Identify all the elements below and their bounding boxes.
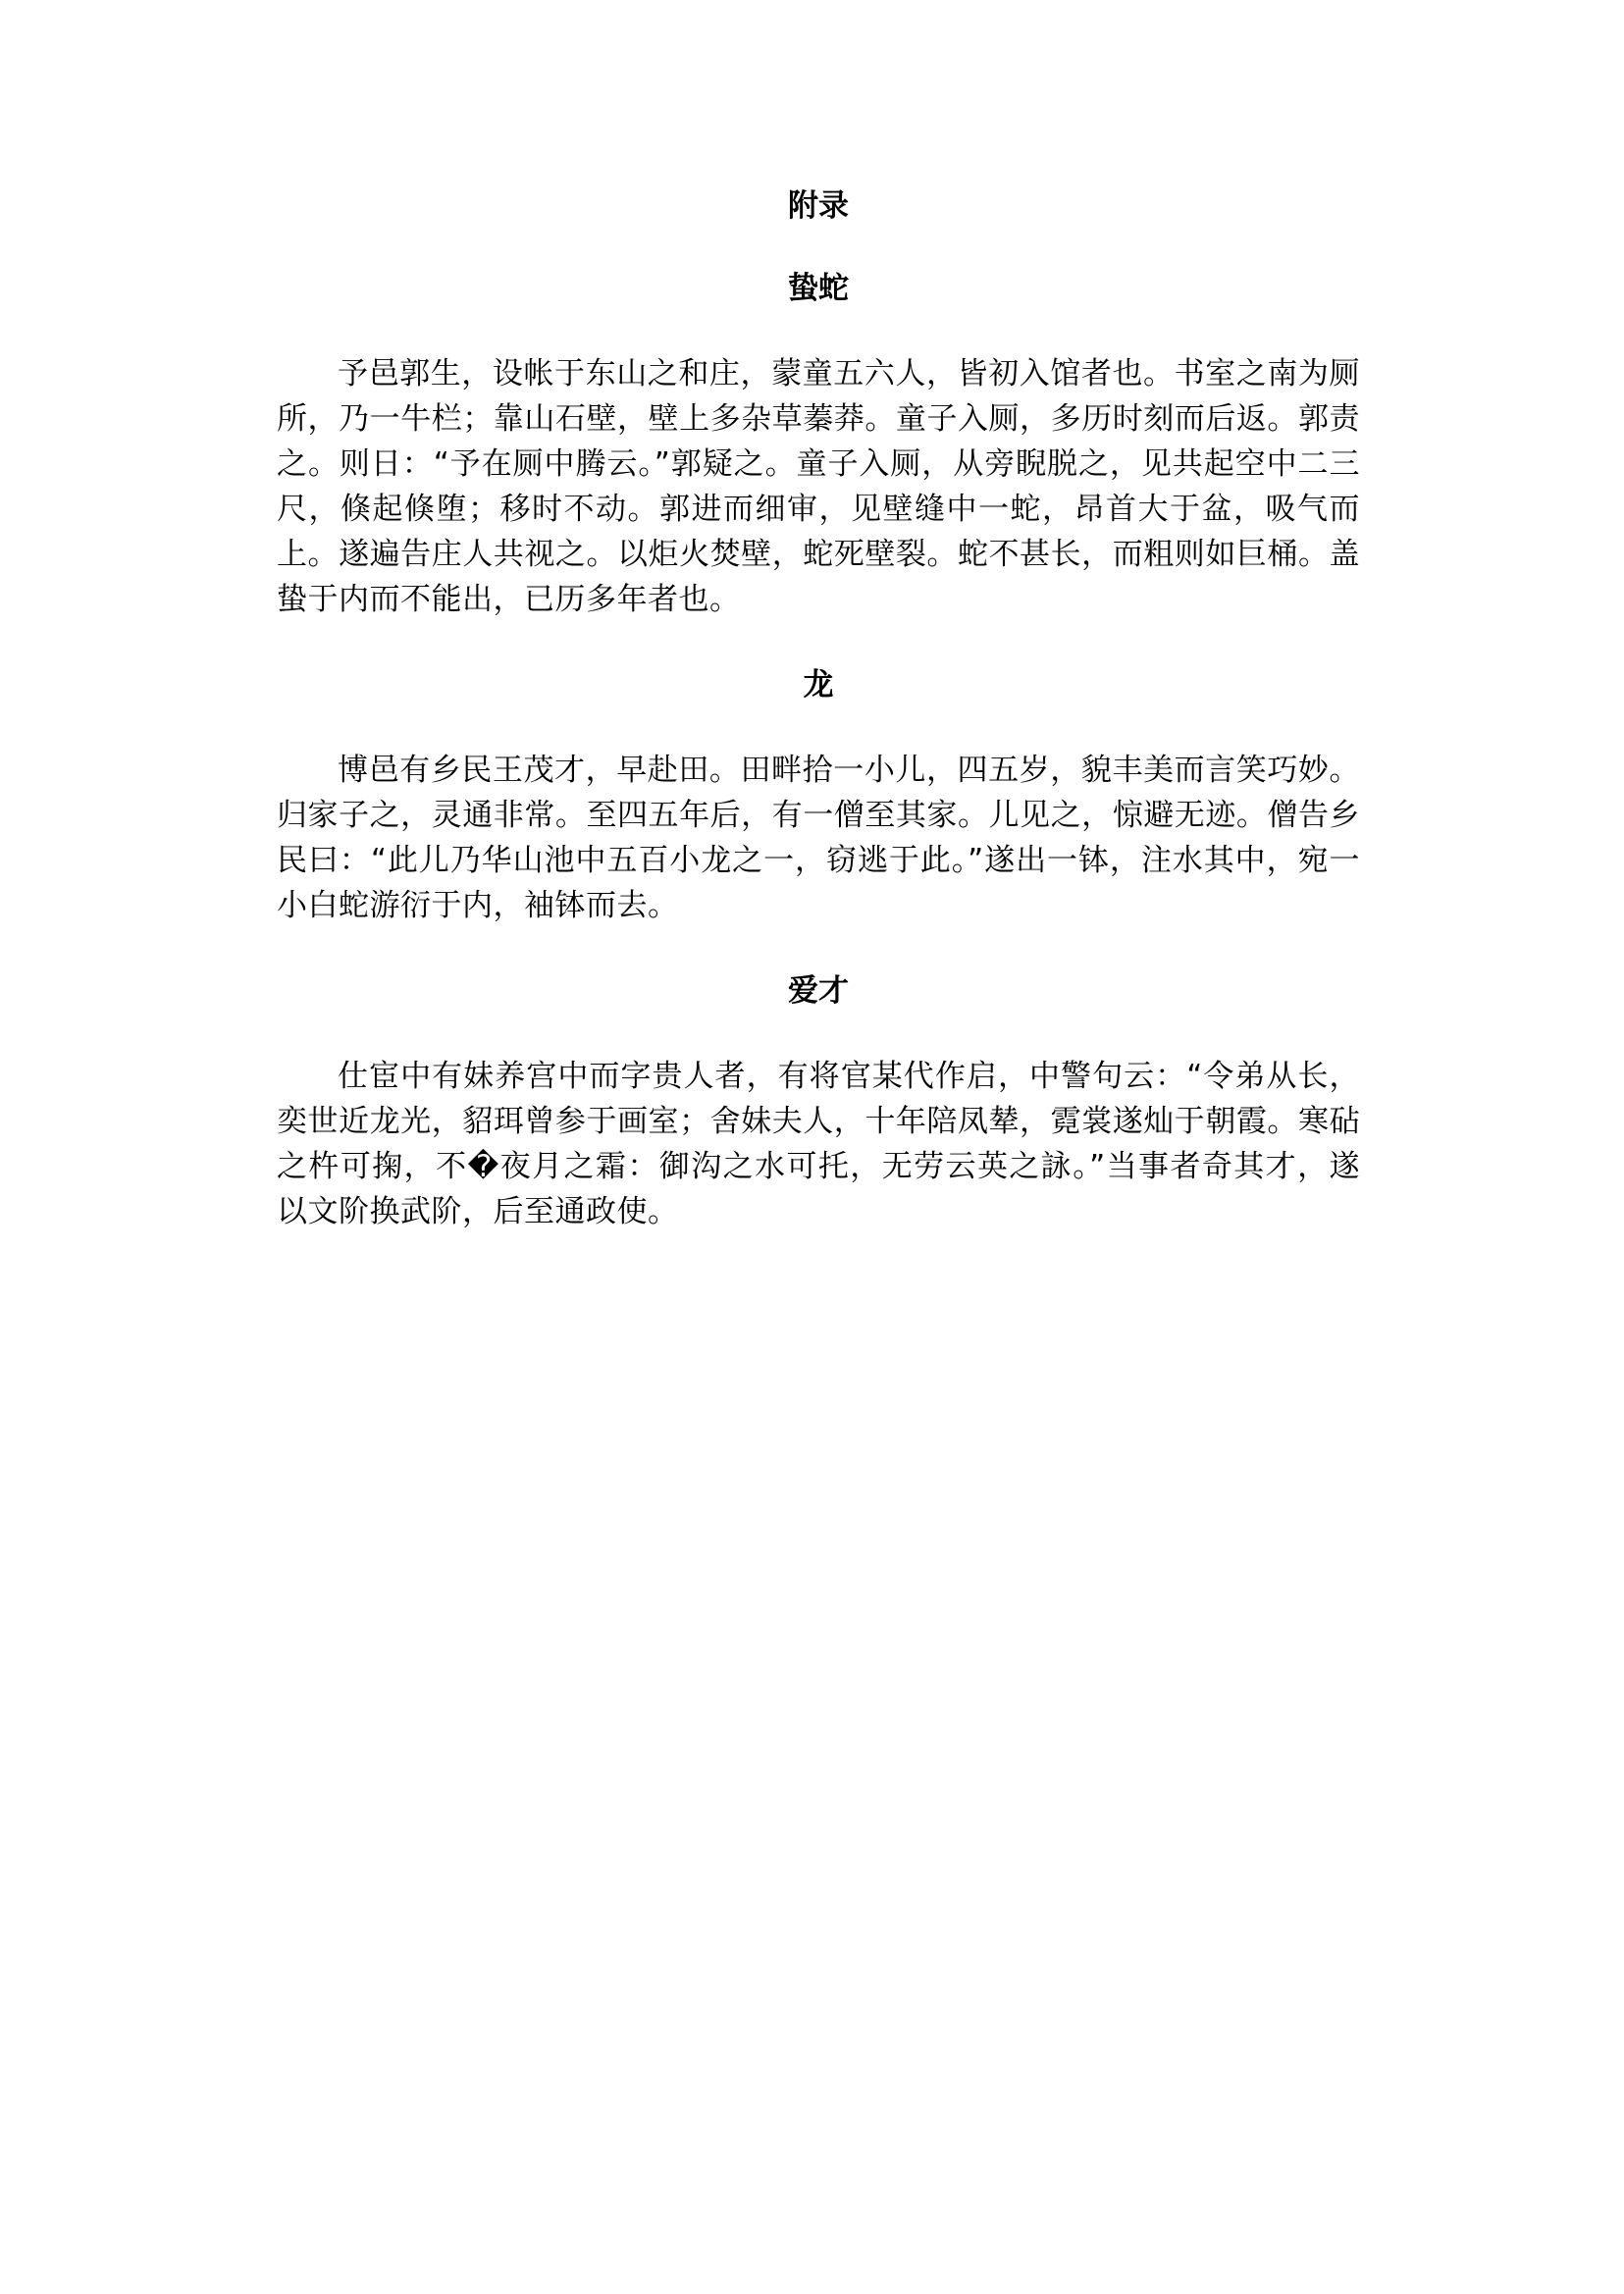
section-heading: 蛰蛇: [788, 271, 849, 306]
section-body: 仕宦中有妹养宫中而字贵人者，有将官某代作启，中警句云：“令弟从长，奕世近龙光，貂珥曾参于画室；舍妹夫人，十年陪凤辇，霓裳遂灿于朝霞。寒砧之杵可掬，不�夜月之霜：御沟之水可托，无劳云英之詠。”当事者奇其才，遂以文阶换武阶，后至通政使。: [277, 1059, 1360, 1229]
spacer: [277, 622, 1360, 665]
section-long: [277, 665, 1360, 928]
section-body: 予邑郭生，设帐于东山之和庄，蒙童五六人，皆初入馆者也。书室之南为厕所，乃一牛栏；靠山石壁，壁上多杂草蓁莽。童子入厕，多历时刻而后返。郭责之。则日：“予在厕中腾云。”郭疑之。童子入厕，从旁睨脱之，见共起空中二三尺，倏起倏堕；移时不动。郭进而细审，见壁缝中一蛇，昂首大于盆，吸气而上。遂遍告庄人共视之。以炬火焚壁，蛇死壁裂。蛇不甚长，而粗则如巨桶。盖蛰于内而不能出，已历多年者也。: [277, 356, 1360, 617]
section-heading: 爱才: [788, 973, 849, 1009]
section-body: 博邑有乡民王茂才，早赴田。田畔拾一小儿，四五岁，貌丰美而言笑巧妙。归家子之，灵通非常。至四五年后，有一僧至其家。儿见之，惊避无迹。僧告乡民曰：“此儿乃华山池中五百小龙之一，窃逃于此。”遂出一钵，注水其中，宛一小白蛇游衍于内，袖钵而去。: [277, 753, 1360, 923]
section-zhe-she: [277, 269, 1360, 622]
spacer: [277, 226, 1360, 269]
section-ai-cai: [277, 971, 1360, 1234]
spacer: [277, 704, 1360, 748]
spacer: [277, 308, 1360, 351]
spacer: [277, 928, 1360, 971]
page-title: 附录: [788, 188, 849, 224]
spacer: [277, 1011, 1360, 1054]
section-heading: 龙: [803, 667, 834, 703]
document-page: [277, 186, 1360, 1234]
